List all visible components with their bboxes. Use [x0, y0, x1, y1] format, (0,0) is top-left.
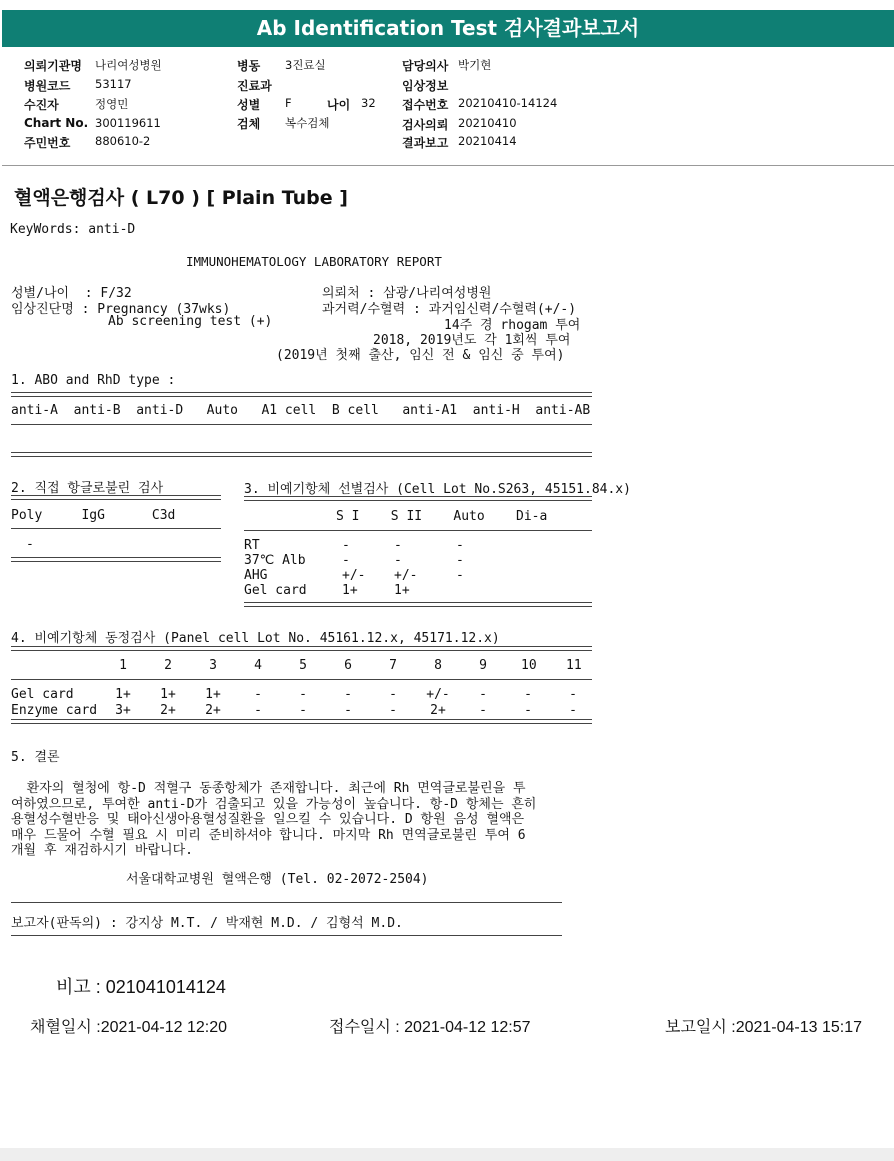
- panel-col-header: 2: [164, 658, 172, 673]
- panel-col-header: 10: [521, 658, 537, 673]
- section-3-title: 3. 비예기항체 선별검사 (Cell Lot No.S263, 45151.84.x): [244, 482, 631, 497]
- chart-no-label: Chart No.: [24, 116, 89, 130]
- screen-header: S I S II Auto Di-a: [336, 509, 548, 524]
- test-title: 혈액은행검사 ( L70 ) [ Plain Tube ]: [14, 187, 348, 209]
- conclusion-line: 매우 드물어 수혈 필요 시 미리 준비하셔야 합니다. 마지막 Rh 면역글로불린 투여 6: [11, 827, 526, 843]
- divider: [11, 392, 592, 397]
- panel-cell: -: [569, 703, 577, 718]
- sex-value: F: [285, 96, 292, 110]
- screen-cell: 1+: [342, 583, 358, 598]
- panel-col-header: 6: [344, 658, 352, 673]
- panel-cell: +/-: [426, 687, 450, 702]
- panel-cell: -: [524, 687, 532, 702]
- doctor-label: 담당의사: [402, 59, 449, 73]
- hospital-code-label: 병원코드: [24, 79, 71, 93]
- hospital-contact: 서울대학교병원 혈액은행 (Tel. 02-2072-2504): [126, 872, 429, 887]
- conclusion-line: 용혈성수혈반응 및 태아신생아용혈성질환을 일으킬 수 있습니다. D 항원 음성 혈액은: [11, 812, 525, 827]
- history: 과거력/수혈력 : 과거임신력/수혈력(+/-): [322, 302, 577, 317]
- screen-cell: 1+: [394, 583, 410, 598]
- panel-cell: -: [389, 687, 397, 702]
- report-title-bar: [2, 10, 894, 47]
- screen-cell: -: [456, 568, 464, 583]
- divider: [244, 496, 592, 501]
- panel-cell: 1+: [160, 687, 176, 702]
- specimen-label: 검체: [237, 117, 261, 131]
- panel-cell: -: [569, 687, 577, 702]
- screen-row-label: Gel card: [244, 583, 307, 598]
- screen-cell: -: [456, 553, 464, 568]
- panel-cell: 2+: [160, 703, 176, 718]
- panel-cell: -: [524, 703, 532, 718]
- divider: [11, 679, 592, 680]
- panel-cell: -: [389, 703, 397, 718]
- divider: [11, 935, 562, 936]
- clinical-info-label: 임상정보: [402, 79, 449, 93]
- screen-cell: +/-: [342, 568, 366, 583]
- divider: [11, 452, 592, 457]
- collected-datetime: 채혈일시 :2021-04-12 12:20: [30, 1019, 228, 1036]
- request-date-label: 검사의뢰: [402, 118, 449, 132]
- screen-row-label: AHG: [244, 568, 268, 583]
- reporter: 보고자(판독의) : 강지상 M.T. / 박재현 M.D. / 김형석 M.D.: [11, 916, 403, 931]
- divider: [11, 902, 562, 903]
- conclusion-line: 환자의 혈청에 항-D 적혈구 동종항체가 존재합니다. 최근에 Rh 면역글로불린을 투: [11, 781, 526, 796]
- patient-diagnosis: 임상진단명 : Pregnancy (37wks): [11, 302, 231, 317]
- screen-cell: -: [342, 553, 350, 568]
- divider: [11, 557, 221, 562]
- panel-cell: -: [299, 703, 307, 718]
- history-4: (2019년 첫째 출산, 임신 전 & 임신 중 투여): [276, 348, 565, 363]
- remark: 비고 : 021041014124: [56, 977, 226, 997]
- panel-col-header: 8: [434, 658, 442, 673]
- divider: [11, 646, 592, 651]
- conclusion-line: 개월 후 재검하시기 바랍니다.: [11, 843, 194, 858]
- panel-cell: 1+: [205, 687, 221, 702]
- conclusion-line: 여하였으므로, 투여한 anti-D가 검출되고 있을 가능성이 높습니다. 항-D 항체는 흔히: [11, 796, 537, 812]
- lab-report-title: IMMUNOHEMATOLOGY LABORATORY REPORT: [186, 254, 442, 269]
- screen-row-label: 37℃ Alb: [244, 553, 306, 568]
- request-date-value: 20210410: [458, 116, 517, 130]
- panel-cell: 2+: [430, 703, 446, 718]
- divider: [244, 602, 592, 607]
- doctor-value: 박기현: [458, 58, 492, 72]
- chart-no-value: 300119611: [95, 116, 161, 130]
- panel-cell: -: [479, 703, 487, 718]
- divider: [11, 424, 592, 425]
- divider: [244, 530, 592, 531]
- panel-cell: 1+: [115, 687, 131, 702]
- panel-cell: 3+: [115, 703, 131, 718]
- patient-sex-age: 성별/나이 : F/32: [11, 286, 132, 301]
- panel-col-header: 4: [254, 658, 262, 673]
- panel-cell: -: [254, 687, 262, 702]
- panel-col-header: 11: [566, 658, 582, 673]
- dat-poly-value: -: [26, 537, 34, 552]
- ward-label: 병동: [237, 59, 261, 73]
- screen-cell: -: [342, 538, 350, 553]
- panel-cell: -: [299, 687, 307, 702]
- department-label: 진료과: [237, 79, 272, 93]
- panel-cell: 2+: [205, 703, 221, 718]
- panel-row-label: Enzyme card: [11, 703, 98, 718]
- divider: [11, 528, 221, 529]
- report-title: Ab Identification Test 검사결과보고서: [256, 16, 640, 40]
- panel-cell: -: [254, 703, 262, 718]
- screen-row-label: RT: [244, 538, 260, 553]
- hospital-name-value: 나리여성병원: [95, 58, 162, 72]
- keywords: KeyWords: anti-D: [10, 222, 136, 237]
- footer-bar: [0, 1148, 894, 1161]
- age-value: 32: [361, 96, 376, 110]
- panel-col-header: 7: [389, 658, 397, 673]
- report-date-value: 20210414: [458, 134, 517, 148]
- history-3: 2018, 2019년도 각 1회씩 투여: [373, 333, 571, 348]
- requester: 의뢰처 : 삼광/나리여성병원: [322, 286, 492, 301]
- section-5-title: 5. 결론: [11, 750, 60, 765]
- section-4-title: 4. 비예기항체 동정검사 (Panel cell Lot No. 45161.12.x, 45171.12.x): [11, 631, 500, 646]
- age-label: 나이: [327, 98, 351, 112]
- section-2-title: 2. 직접 항글로불린 검사: [11, 481, 164, 496]
- screen-cell: +/-: [394, 568, 418, 583]
- patient-value: 정영민: [95, 97, 129, 111]
- screen-cell: -: [394, 538, 402, 553]
- hospital-code-value: 53117: [95, 77, 132, 91]
- hospital-name-label: 의뢰기관명: [24, 59, 82, 73]
- abo-header: anti-A anti-B anti-D Auto A1 cell B cell anti-A1 anti-H anti-AB: [11, 403, 591, 418]
- dat-header: Poly IgG C3d: [11, 508, 176, 523]
- specimen-value: 복수검체: [285, 116, 330, 130]
- accession-no-label: 접수번호: [402, 98, 449, 112]
- panel-col-header: 5: [299, 658, 307, 673]
- section-1-title: 1. ABO and RhD type :: [11, 373, 176, 388]
- panel-cell: -: [344, 687, 352, 702]
- sex-label: 성별: [237, 98, 261, 112]
- screen-cell: -: [456, 538, 464, 553]
- panel-cell: -: [344, 703, 352, 718]
- reported-datetime: 보고일시 :2021-04-13 15:17: [665, 1019, 863, 1036]
- panel-col-header: 9: [479, 658, 487, 673]
- patient-label: 수진자: [24, 98, 59, 112]
- panel-col-header: 1: [119, 658, 127, 673]
- panel-row-label: Gel card: [11, 687, 74, 702]
- resident-no-value: 880610-2: [95, 134, 151, 148]
- screen-cell: -: [394, 553, 402, 568]
- patient-diagnosis-2: Ab screening test (+): [108, 314, 273, 329]
- divider: [11, 495, 221, 500]
- received-datetime: 접수일시 : 2021-04-12 12:57: [329, 1019, 531, 1036]
- ward-value: 3진료실: [285, 58, 326, 72]
- history-2: 14주 경 rhogam 투여: [444, 318, 581, 333]
- report-date-label: 결과보고: [402, 136, 449, 150]
- panel-col-header: 3: [209, 658, 217, 673]
- divider: [11, 719, 592, 724]
- accession-no-value: 20210410-14124: [458, 96, 558, 110]
- resident-no-label: 주민번호: [24, 136, 71, 150]
- panel-cell: -: [479, 687, 487, 702]
